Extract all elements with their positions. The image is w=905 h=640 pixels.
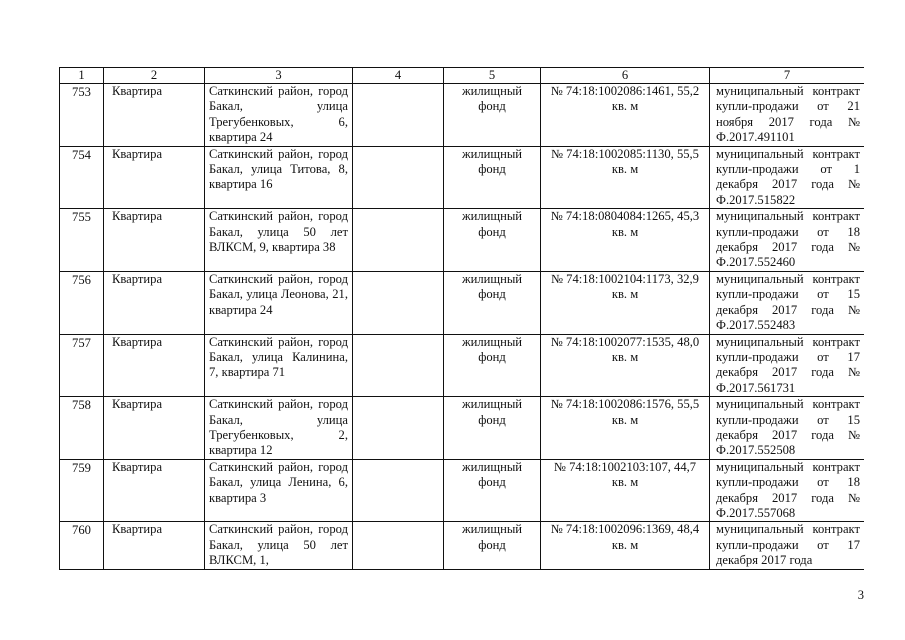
table-row	[60, 271, 865, 334]
table-row	[60, 84, 865, 147]
property-table	[59, 67, 864, 570]
column-header: 7	[710, 68, 865, 84]
column-header: 3	[205, 68, 353, 84]
column-4-cell	[353, 334, 444, 397]
table-row	[60, 397, 865, 460]
page-number: 3	[857, 588, 864, 602]
document-table-container	[59, 67, 864, 584]
basis-document: муниципальный контракт купли-продажи от 1 декабря 2017 года № Ф.2017.515822	[710, 146, 865, 209]
column-header: 4	[353, 68, 444, 84]
row-number: 760	[60, 522, 104, 569]
column-header: 6	[541, 68, 710, 84]
object-type: Квартира	[104, 271, 205, 334]
header-row	[60, 68, 865, 84]
table-row	[60, 522, 865, 569]
basis-document: муниципальный контракт купли-продажи от 17 декабря 2017 года № Ф.2017.561731	[710, 334, 865, 397]
address: Саткинский район, город Бакал, улица 50 лет ВЛКСМ, 1,	[205, 522, 353, 569]
table-row	[60, 146, 865, 209]
table-row	[60, 459, 865, 522]
fund-type: жилищный фонд	[444, 459, 541, 522]
row-number: 758	[60, 397, 104, 460]
fund-type: жилищный фонд	[444, 209, 541, 272]
column-header: 2	[104, 68, 205, 84]
object-type: Квартира	[104, 459, 205, 522]
fund-type: жилищный фонд	[444, 522, 541, 569]
address: Саткинский район, город Бакал, улица Трегубенковых, 2, квартира 12	[205, 397, 353, 460]
column-4-cell	[353, 522, 444, 569]
column-4-cell	[353, 84, 444, 147]
row-number: 755	[60, 209, 104, 272]
row-number: 757	[60, 334, 104, 397]
basis-document: муниципальный контракт купли-продажи от 18 декабря 2017 года № Ф.2017.557068	[710, 459, 865, 522]
column-4-cell	[353, 397, 444, 460]
table-row	[60, 209, 865, 272]
object-type: Квартира	[104, 334, 205, 397]
address: Саткинский район, город Бакал, улица Титова, 8, квартира 16	[205, 146, 353, 209]
fund-type: жилищный фонд	[444, 146, 541, 209]
address: Саткинский район, город Бакал, улица Трегубенковых, 6, квартира 24	[205, 84, 353, 147]
column-header: 5	[444, 68, 541, 84]
basis-document: муниципальный контракт купли-продажи от 15 декабря 2017 года № Ф.2017.552508	[710, 397, 865, 460]
column-header: 1	[60, 68, 104, 84]
address: Саткинский район, город Бакал, улица Леонова, 21, квартира 24	[205, 271, 353, 334]
cadastral-info: № 74:18:1002096:1369, 48,4 кв. м	[541, 522, 710, 569]
column-4-cell	[353, 146, 444, 209]
cadastral-info: № 74:18:1002086:1576, 55,5 кв. м	[541, 397, 710, 460]
fund-type: жилищный фонд	[444, 397, 541, 460]
row-number: 756	[60, 271, 104, 334]
fund-type: жилищный фонд	[444, 84, 541, 147]
basis-document: муниципальный контракт купли-продажи от 17 декабря 2017 года	[710, 522, 865, 569]
cadastral-info: № 74:18:1002085:1130, 55,5 кв. м	[541, 146, 710, 209]
object-type: Квартира	[104, 84, 205, 147]
address: Саткинский район, город Бакал, улица Калинина, 7, квартира 71	[205, 334, 353, 397]
row-number: 759	[60, 459, 104, 522]
cadastral-info: № 74:18:1002086:1461, 55,2 кв. м	[541, 84, 710, 147]
object-type: Квартира	[104, 146, 205, 209]
cadastral-info: № 74:18:1002103:107, 44,7 кв. м	[541, 459, 710, 522]
cadastral-info: № 74:18:1002077:1535, 48,0 кв. м	[541, 334, 710, 397]
column-4-cell	[353, 209, 444, 272]
column-4-cell	[353, 271, 444, 334]
basis-document: муниципальный контракт купли-продажи от 15 декабря 2017 года № Ф.2017.552483	[710, 271, 865, 334]
fund-type: жилищный фонд	[444, 334, 541, 397]
cadastral-info: № 74:18:1002104:1173, 32,9 кв. м	[541, 271, 710, 334]
address: Саткинский район, город Бакал, улица Ленина, 6, квартира 3	[205, 459, 353, 522]
column-4-cell	[353, 459, 444, 522]
fund-type: жилищный фонд	[444, 271, 541, 334]
table-row	[60, 334, 865, 397]
basis-document: муниципальный контракт купли-продажи от 21 ноября 2017 года № Ф.2017.491101	[710, 84, 865, 147]
address: Саткинский район, город Бакал, улица 50 лет ВЛКСМ, 9, квартира 38	[205, 209, 353, 272]
basis-document: муниципальный контракт купли-продажи от 18 декабря 2017 года № Ф.2017.552460	[710, 209, 865, 272]
cadastral-info: № 74:18:0804084:1265, 45,3 кв. м	[541, 209, 710, 272]
row-number: 753	[60, 84, 104, 147]
object-type: Квартира	[104, 522, 205, 569]
object-type: Квартира	[104, 209, 205, 272]
object-type: Квартира	[104, 397, 205, 460]
row-number: 754	[60, 146, 104, 209]
